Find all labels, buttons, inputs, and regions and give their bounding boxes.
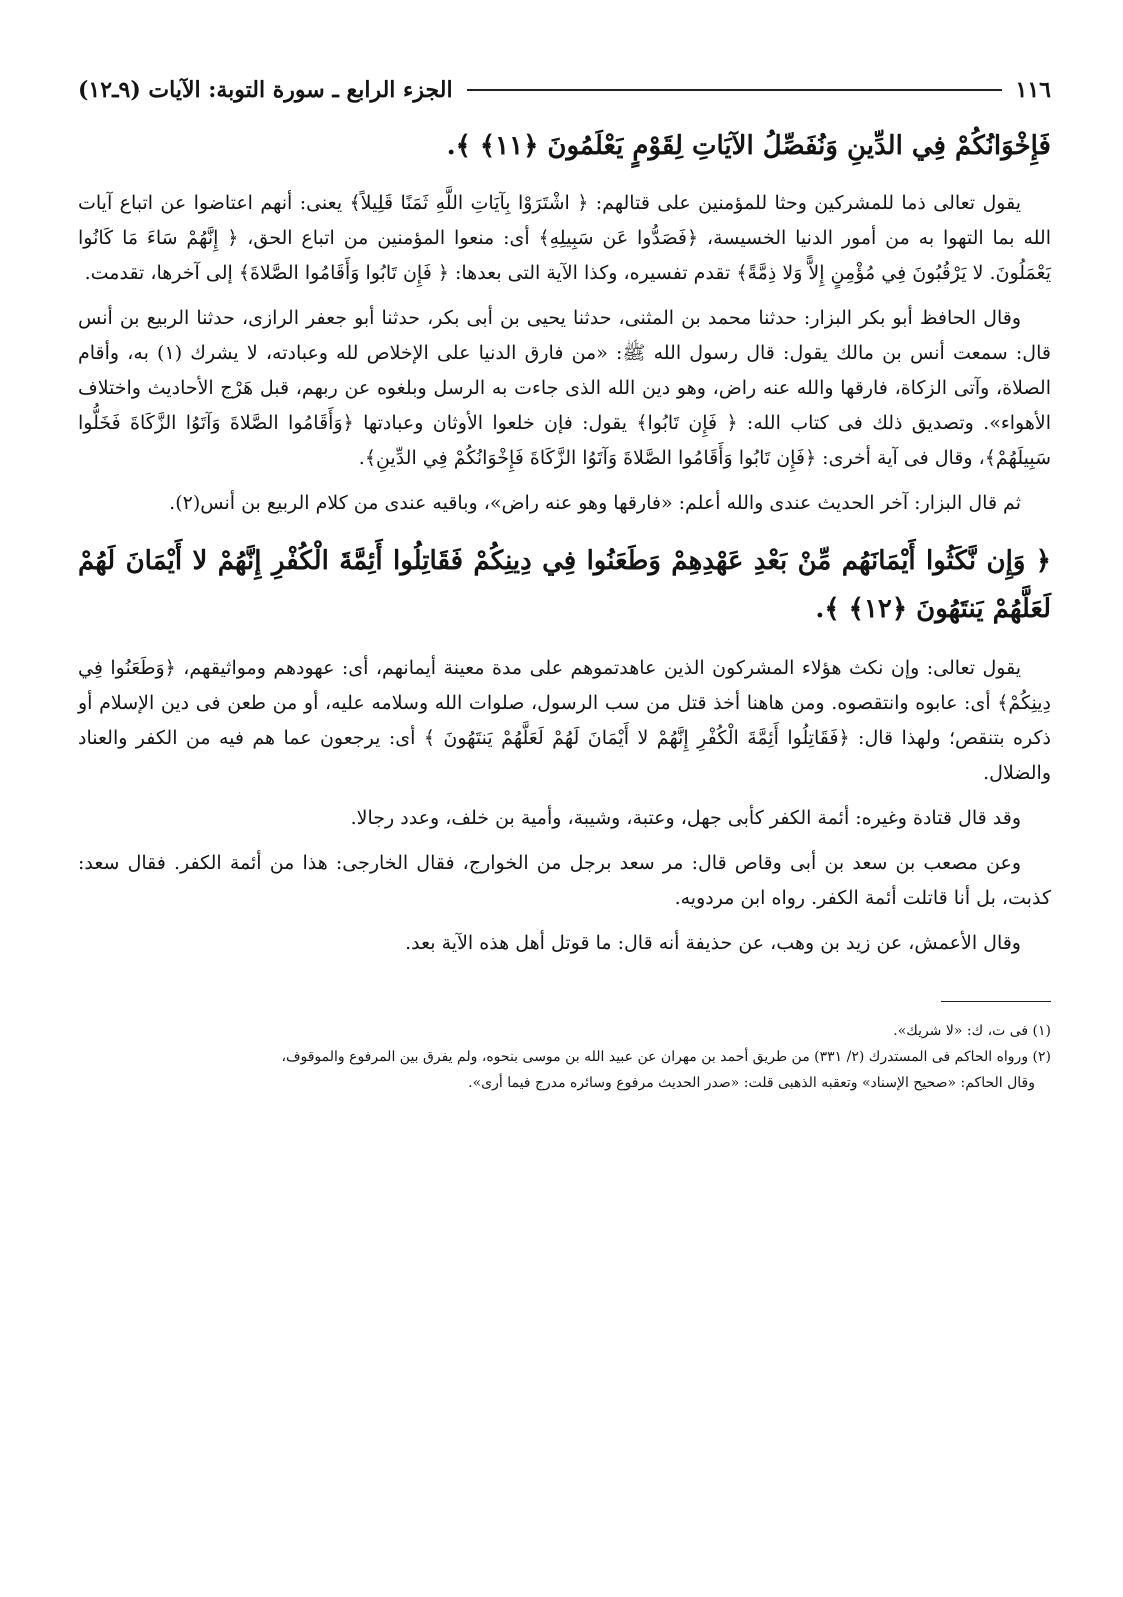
quran-verse-11: فَإِخْوَانُكُمْ فِي الدِّينِ وَنُفَصِّلُ الآيَاتِ لِقَوْمٍ يَعْلَمُونَ ﴿١١﴾ ﴾. bbox=[446, 131, 1051, 161]
page-number: ١١٦ bbox=[1015, 77, 1051, 103]
quran-verse-12: ﴿ وَإِن نَّكَثُوا أَيْمَانَهُم مِّنْ بَعْدِ عَهْدِهِمْ وَطَعَنُوا فِي دِينِكُمْ فَقَاتِلُوا أَئِمَّةَ الْكُفْرِ إِنَّهُمْ لا أَيْمَانَ لَهُمْ لَعَلَّهُمْ يَنتَهُونَ ﴿١٢﴾ ﴾. bbox=[78, 546, 1051, 624]
paragraph: وعن مصعب بن سعد بن أبى وقاص قال: مر سعد برجل من الخوارج، فقال الخارجى: هذا من أئمة الكفر. فقال سعد: كذبت، بل أنا قاتلت أئمة الكفر. رواه ابن مردويه. bbox=[78, 852, 1051, 909]
footnote-rule bbox=[941, 1001, 1051, 1002]
footnote-2: (٢) ورواه الحاكم فى المستدرك (٢/ ٣٣١) من طريق أحمد بن مهران عن عبيد الله بن موسى بنحوه، ولم يفرق بين المرفوع والموقوف، bbox=[281, 1049, 1051, 1065]
paragraph: وقد قال قتادة وغيره: أئمة الكفر كأبى جهل، وعتبة، وشيبة، وأمية بن خلف، وعدد رجالا. bbox=[350, 807, 1021, 829]
footnote-1: (١) فى ت، ك: «لا شريك». bbox=[893, 1023, 1051, 1039]
running-title: الجزء الرابع ـ سورة التوبة: الآيات (٩ـ١٢) bbox=[78, 77, 453, 103]
paragraph: يقول تعالى: وإن نكث هؤلاء المشركون الذين عاهدتموهم على مدة معينة أيمانهم، أى: عهودهم ومواثيقهم، ﴿وَطَعَنُوا فِي دِينِكُمْ﴾ أى: عابوه وانتقصوه. ومن هاهنا أخذ قتل من سب الرسول، صلوات الله وسلامه عليه، أو من طعن فى دين الإسلام أو ذكره بتنقص؛ ولهذا قال: ﴿فَقَاتِلُوا أَئِمَّةَ الْكُفْرِ إِنَّهُمْ لا أَيْمَانَ لَهُمْ لَعَلَّهُمْ يَنتَهُونَ ﴾ أى: يرجعون عما هم فيه من الكفر والعناد والضلال. bbox=[78, 657, 1051, 784]
header-rule bbox=[467, 89, 1002, 91]
paragraph: وقال الأعمش، عن زيد بن وهب، عن حذيفة أنه قال: ما قوتل أهل هذه الآية بعد. bbox=[405, 932, 1021, 954]
paragraph: وقال الحافظ أبو بكر البزار: حدثنا محمد بن المثنى، حدثنا يحيى بن أبى بكر، حدثنا أبو جعفر الرازى، حدثنا الربيع بن أنس قال: سمعت أنس بن مالك يقول: قال رسول الله ﷺ: «من فارق الدنيا على الإخلاص لله وعبادته، لا يشرك (١) به، وأقام الصلاة، وآتى الزكاة، فارقها والله عنه راض، وهو دين الله الذى جاءت به الرسل وبلغوه عن ربهم، قبل هَرْج الأحاديث واختلاف الأهواء». وتصديق ذلك فى كتاب الله: ﴿ فَإِن تَابُوا﴾ يقول: فإن خلعوا الأوثان وعبادتها ﴿وَأَقَامُوا الصَّلاةَ وَآتَوُا الزَّكَاةَ فَخَلُّوا سَبِيلَهُمْ﴾، وقال فى آية أخرى: ﴿فَإِن تَابُوا وَأَقَامُوا الصَّلاةَ وَآتَوُا الزَّكَاةَ فَإِخْوَانُكُمْ فِي الدِّينِ﴾. bbox=[78, 307, 1051, 469]
footnote-2-continuation: وقال الحاكم: «صحيح الإسناد» وتعقبه الذهبى قلت: «صدر الحديث مرفوع وسائره مدرج فيما أرى». bbox=[468, 1075, 1035, 1091]
running-header bbox=[78, 68, 1051, 112]
paragraph: ثم قال البزار: آخر الحديث عندى والله أعلم: «فارقها وهو عنه راض»، وباقيه عندى من كلام الربيع بن أنس(٢). bbox=[169, 492, 1021, 514]
paragraph: يقول تعالى ذما للمشركين وحثا للمؤمنين على قتالهم: ﴿ اشْتَرَوْا بِآيَاتِ اللَّهِ ثَمَنًا قَلِيلاً﴾ يعنى: أنهم اعتاضوا عن اتباع آيات الله بما التهوا به من أمور الدنيا الخسيسة، ﴿فَصَدُّوا عَن سَبِيلِهِ﴾ أى: منعوا المؤمنين من اتباع الحق، ﴿ إِنَّهُمْ سَاءَ مَا كَانُوا يَعْمَلُونَ. لا يَرْقُبُونَ فِي مُؤْمِنٍ إِلاًّ وَلا ذِمَّةً﴾ تقدم تفسيره، وكذا الآية التى بعدها: ﴿ فَإِن تَابُوا وَأَقَامُوا الصَّلاةَ﴾ إلى آخرها، تقدمت. bbox=[78, 192, 1051, 284]
